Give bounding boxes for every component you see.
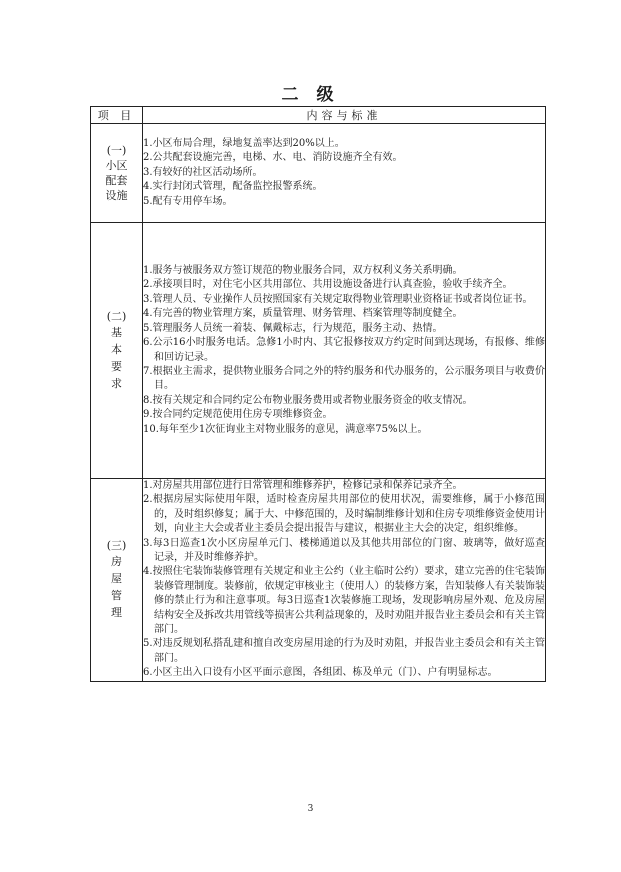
list-item: 5.管理服务人员统一着装、佩戴标志，行为规范，服务主动、热情。 <box>143 322 443 334</box>
list-item: 7.根据业主需求，提供物业服务合同之外的特约服务和代办服务的，公示服务项目与收费价目。 <box>143 365 545 392</box>
section-row-facilities <box>91 124 546 223</box>
header-content-column: 内容与标准 <box>143 107 546 124</box>
section-label <box>91 223 143 479</box>
list-item: 4.按照住宅装饰装修管理有关规定和业主公约（业主临时公约）要求，建立完善的住宅装饰装修管理制度。装修前，依规定审核业主（使用人）的装修方案，告知装修人有关装饰装修的禁止行为和注意事项。每3日巡查1次装修施工现场，发现影响房屋外观、危及房屋结构安全及拆改共用管线等损害公共利益现象的，及时劝阻并报告业主委员会和有关主管部门。 <box>143 566 545 636</box>
list-item: 1.服务与被服务双方签订规范的物业服务合同，双方权利义务关系明确。 <box>143 265 463 277</box>
list-item: 3.管理人员、专业操作人员按照国家有关规定取得物业管理职业资格证书或者岗位证书。 <box>143 293 533 305</box>
section-label <box>91 124 143 223</box>
list-item: 2.公共配套设施完善，电梯、水、电、消防设施齐全有效。 <box>143 152 403 164</box>
list-item: 6.小区主出入口设有小区平面示意图，各组团、栋及单元（门）、户有明显标志。 <box>143 667 498 679</box>
page-number: 3 <box>307 804 314 814</box>
section-number: (三) <box>106 539 127 553</box>
section-items <box>143 124 546 223</box>
section-items <box>143 479 546 682</box>
list-item: 5.对违反规划私搭乱建和擅自改变房屋用途的行为及时劝阻，并报告业主委员会和有关主管部门。 <box>143 638 545 664</box>
list-item: 3.每3日巡查1次小区房屋单元门、楼梯通道以及其他共用部位的门窗、玻璃等，做好巡查记录，并及时维修养护。 <box>143 537 545 564</box>
list-item: 4.有完善的物业管理方案，质量管理、财务管理、档案管理等制度健全。 <box>143 308 463 320</box>
page-title: 二 级 <box>281 85 340 105</box>
list-item: 3.有较好的社区活动场所。 <box>143 166 263 178</box>
standards-table <box>90 106 546 682</box>
list-item: 10.每年至少1次征询业主对物业服务的意见，满意率75%以上。 <box>143 423 428 435</box>
list-item: 5.配有专用停车场。 <box>143 195 233 207</box>
section-number: (二) <box>106 310 127 323</box>
section-number: (一) <box>106 144 127 157</box>
section-name: 基本要求 <box>111 326 122 390</box>
list-item: 1.小区布局合理，绿地复盖率达到20%以上。 <box>143 137 345 149</box>
section-items <box>143 223 546 479</box>
table-header-row <box>91 107 546 124</box>
section-row-basic-requirements <box>91 223 546 479</box>
section-name: 房屋管理 <box>111 555 122 620</box>
section-name-line: 设施 <box>105 189 128 202</box>
list-item: 9.按合同约定规范使用住房专项维修资金。 <box>143 409 333 421</box>
list-item: 1.对房屋共用部位进行日常管理和维修养护，检修记录和保养记录齐全。 <box>143 480 463 491</box>
section-label <box>91 479 143 682</box>
section-name-line: 小区 <box>105 159 128 172</box>
section-name-line: 配套 <box>105 174 128 187</box>
list-item: 2.根据房屋实际使用年限，适时检查房屋共用部位的使用状况，需要维修，属于小修范围的，及时组织修复；属于大、中修范围的，及时编制维修计划和住房专项维修资金使用计划，向业主大会或者业主委员会提出报告与建议，根据业主大会的决定，组织维修。 <box>143 494 545 535</box>
section-row-housing-management <box>91 479 546 682</box>
list-item: 4.实行封闭式管理，配备监控报警系统。 <box>143 181 323 193</box>
list-item: 6.公示16小时服务电话。急修1小时内、其它报修按双方约定时间到达现场，有报修、维修和回访记录。 <box>143 337 545 363</box>
header-item-column: 项 目 <box>91 107 143 124</box>
list-item: 8.按有关规定和合同约定公布物业服务费用或者物业服务资金的收支情况。 <box>143 394 473 406</box>
list-item: 2.承接项目时，对住宅小区共用部位、共用设施设备进行认真查验，验收手续齐全。 <box>143 279 513 291</box>
